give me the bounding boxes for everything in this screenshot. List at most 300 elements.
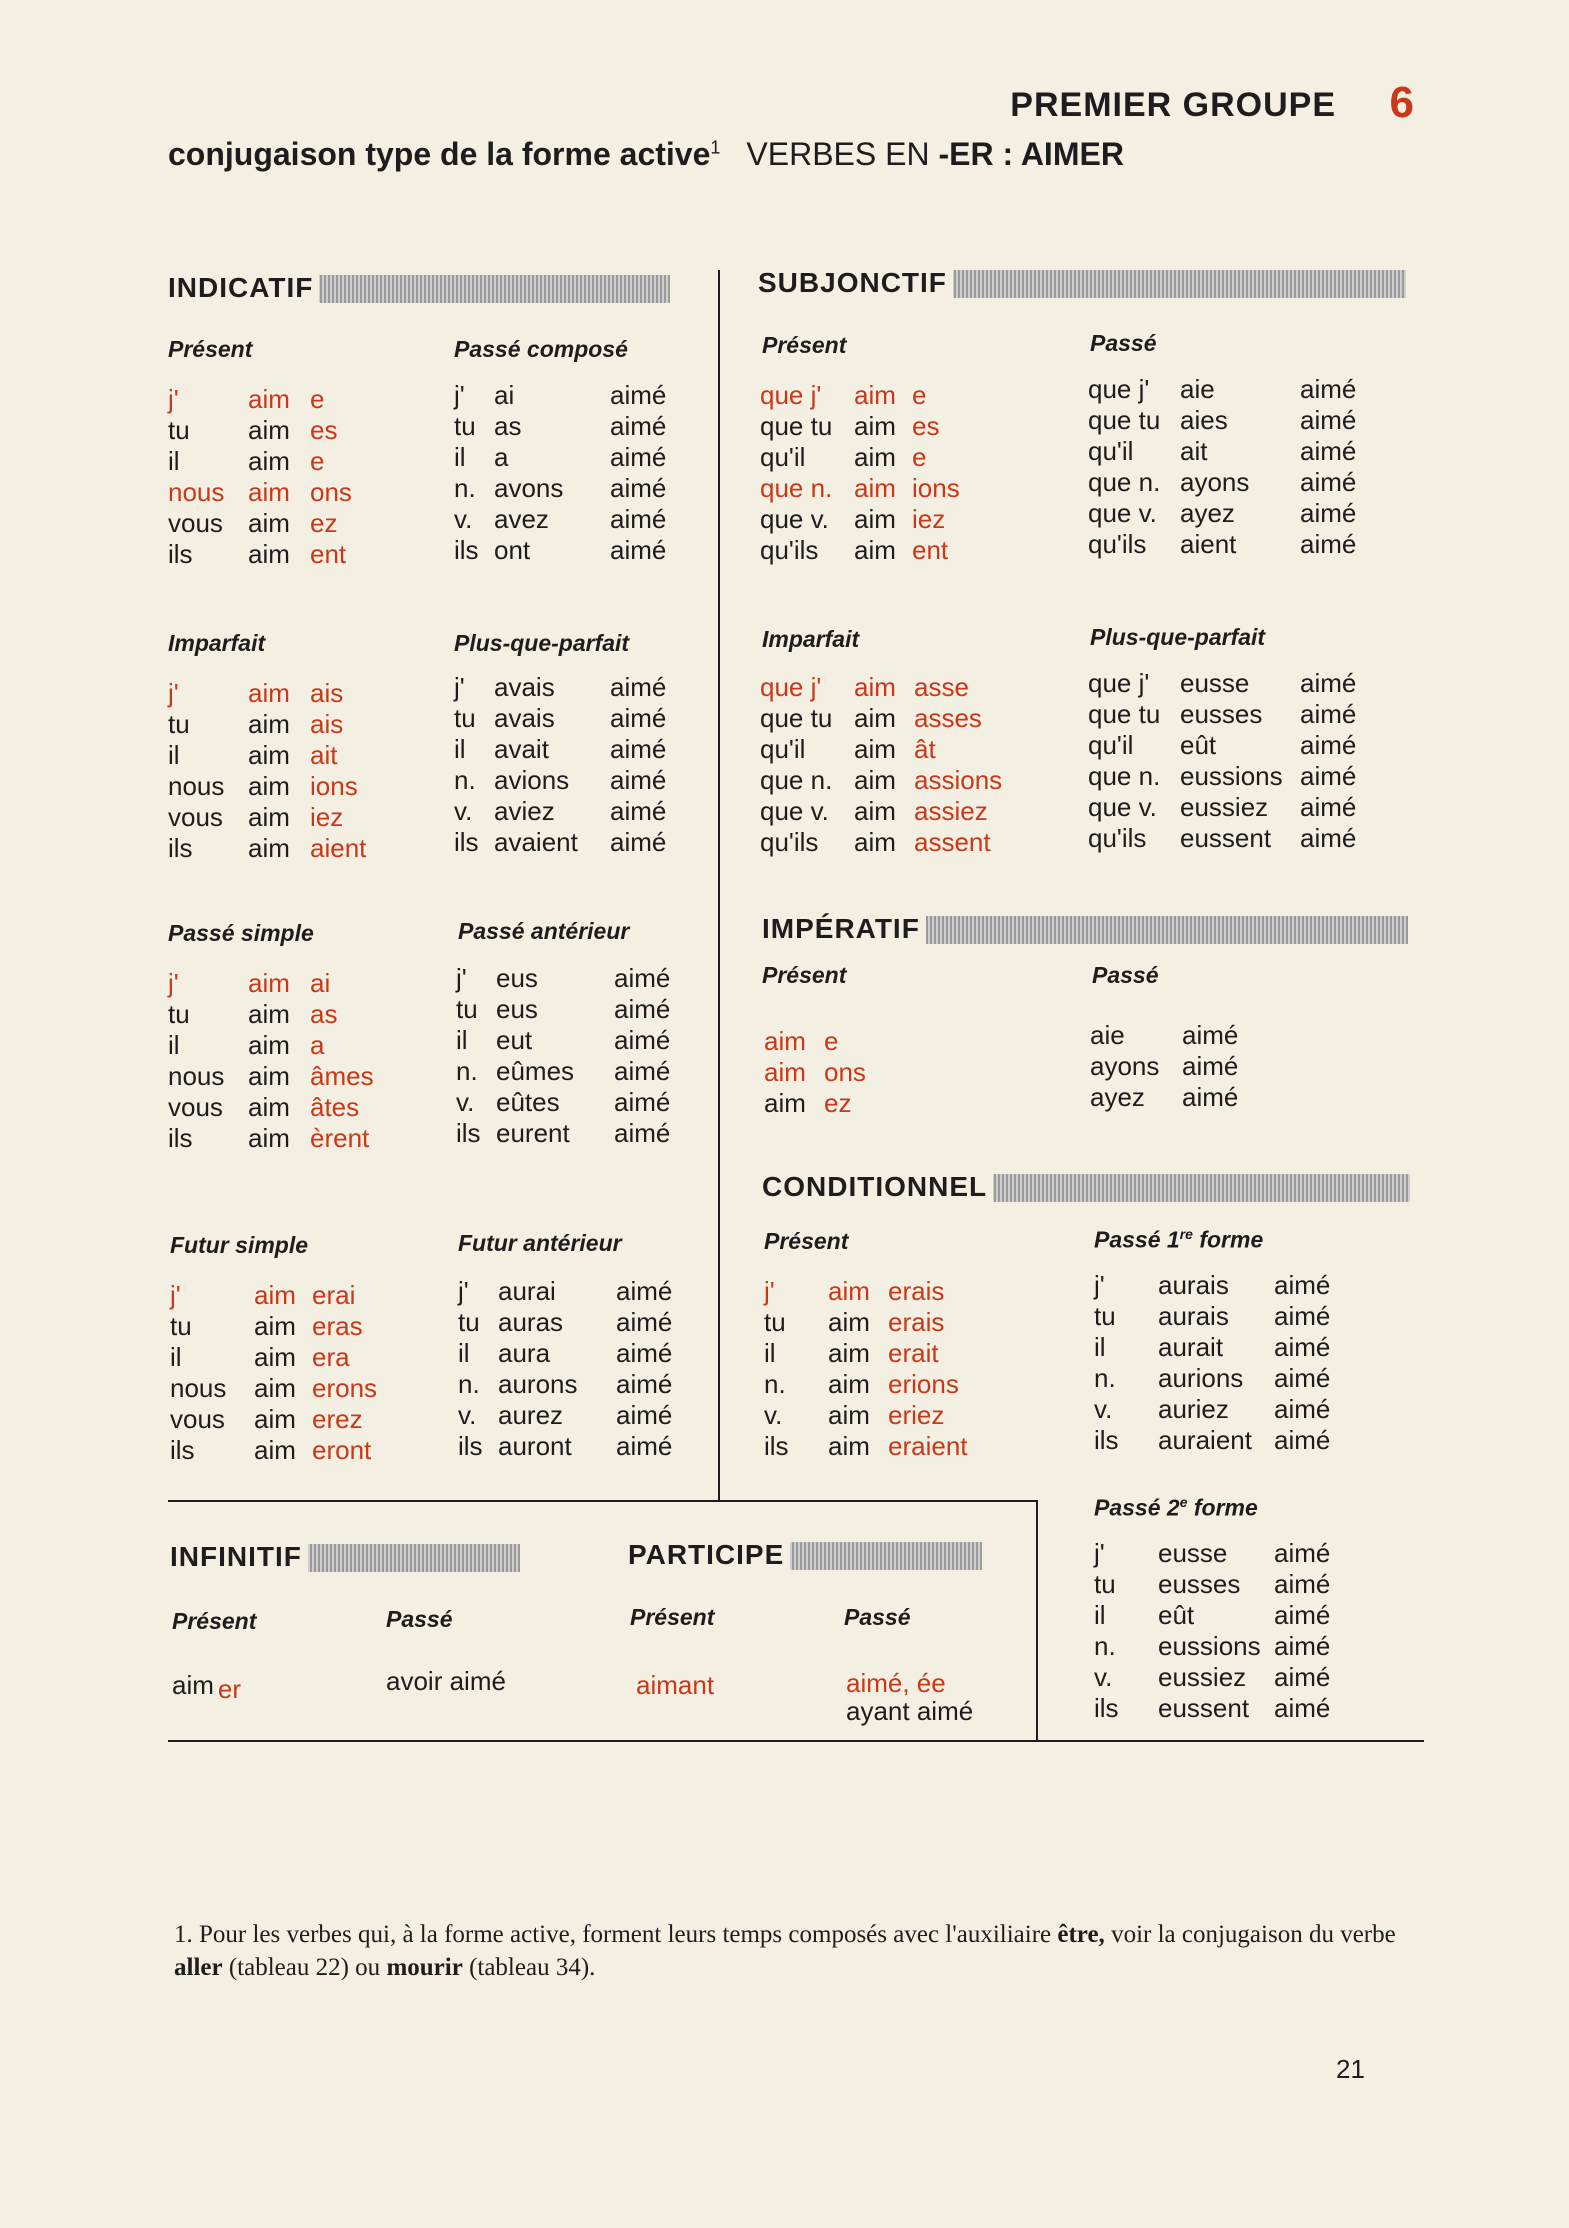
conj-row [760,796,1060,827]
ending: assiez [914,796,988,826]
conj-row [1094,1363,1374,1394]
stem: aim [764,1088,806,1118]
auxiliary: ai [494,380,515,410]
stem: aim [828,1338,870,1368]
conj-row [1094,1301,1374,1332]
pronoun: ils [456,1118,481,1148]
stem: aim [248,446,290,476]
conj-row [1090,1082,1290,1113]
tense-title: Plus-que-parfait [454,630,630,656]
conj-row [456,1118,706,1149]
stem: aim [254,1404,296,1434]
footnote-text: voir la conjugaison du verbe [1104,1921,1396,1948]
pronoun: j' [1094,1270,1105,1300]
conj-row [764,1276,1034,1307]
subtitle-rest-a: VERBES EN [746,136,939,172]
conj-row [458,1276,708,1307]
conj-row [458,1400,708,1431]
ending: erait [888,1338,939,1368]
auxiliary: eussiez [1158,1662,1247,1692]
participle: aimé [1274,1569,1331,1599]
ending: as [310,999,338,1029]
conj-row [168,539,428,570]
ending: erais [888,1307,945,1337]
pronoun: il [170,1342,182,1372]
stem: aim [254,1311,296,1341]
tense-title-end: forme [1192,1226,1264,1253]
auxiliary: aurais [1158,1301,1229,1331]
conj-row [760,827,1060,858]
conj-row [168,709,428,740]
participle: aimé [1300,730,1357,760]
conj-row [1090,1051,1290,1082]
auxiliary: avez [494,504,549,534]
auxiliary: auriez [1158,1394,1229,1424]
pronoun: n. [454,473,476,503]
conj-row [168,740,428,771]
ending: iez [912,504,946,534]
conj-row [760,672,1060,703]
conj-row [760,380,1020,411]
stem: aim [854,442,896,472]
indicatif-imparfait [168,678,428,864]
ending: ent [912,535,949,565]
participle: aimé [1274,1538,1331,1568]
auxiliary: eussions [1158,1631,1261,1661]
participle: aimé [610,442,667,472]
auxiliary: eusse [1180,668,1250,698]
pronoun: il [456,1025,468,1055]
conj-row [454,796,704,827]
auxiliary: avaient [494,827,578,857]
conj-row [1088,529,1388,560]
pronoun: ils [168,539,193,569]
tense-title-end: forme [1187,1494,1258,1521]
pronoun: j' [170,1280,181,1310]
ending: ât [914,734,936,764]
auxiliary: aura [498,1338,551,1368]
auxiliary: eusse [1158,1538,1228,1568]
ending: âtes [310,1092,360,1122]
pronoun: j' [168,678,179,708]
stem: aim [254,1342,296,1372]
participle: aimé [614,1087,671,1117]
participle: aimé [1274,1600,1331,1630]
ending: e [310,384,325,414]
conj-row [764,1400,1034,1431]
conj-row [760,504,1020,535]
conj-row [1088,792,1388,823]
conj-row [458,1307,708,1338]
participle: aimé [610,672,667,702]
pronoun: que v. [760,504,829,534]
pronoun: j' [456,963,467,993]
stem: aim [854,765,896,795]
pronoun: nous [168,1061,225,1091]
tense-title: Imparfait [168,630,266,656]
pronoun: que j' [760,380,822,410]
ending: eront [312,1435,372,1465]
indicatif-futur-anterieur [458,1276,708,1462]
conj-row [170,1280,440,1311]
indicatif-heading: INDICATIF [168,273,319,303]
ending: ais [310,678,344,708]
pronoun: que tu [1088,405,1161,435]
conj-row [168,384,428,415]
stem: aim [248,1092,290,1122]
participle: aimé [1274,1363,1331,1393]
pronoun: ils [170,1435,195,1465]
participle: aimé [614,1118,671,1148]
tense-title-sup: re [1179,1226,1193,1242]
stem: aim [254,1373,296,1403]
participle: aimé [610,411,667,441]
pronoun: nous [168,477,225,507]
indicatif-futur-simple [170,1280,440,1466]
participle: aimé [610,504,667,534]
participle: aimé [1182,1051,1239,1081]
participle: aimé [614,1056,671,1086]
bottom-rule [168,1740,1424,1742]
conj-row [168,446,428,477]
participle: aimé [1300,792,1357,822]
conj-row [760,411,1020,442]
subjonctif-passe [1088,374,1388,560]
pronoun: que j' [1088,374,1150,404]
auxiliary: eût [1180,730,1217,760]
conj-row [170,1342,440,1373]
pronoun: qu'ils [760,827,819,857]
stem: aim [854,672,896,702]
pronoun: il [458,1338,470,1368]
tense-title: Passé [1090,330,1157,356]
pronoun: qu'ils [1088,529,1147,559]
tense-title: Présent [764,1228,849,1254]
stem: aim [254,1435,296,1465]
conj-row [760,765,1060,796]
tense-title: Plus-que-parfait [1090,624,1266,650]
conj-row [1094,1538,1374,1569]
auxiliary: aie [1090,1020,1125,1050]
pronoun: v. [456,1087,475,1117]
conj-row [760,473,1020,504]
ending: ions [310,771,358,801]
ending: erons [312,1373,378,1403]
stem: aim [248,477,290,507]
stem: aim [248,740,290,770]
participle: aimé [1300,405,1357,435]
conj-row [1090,1020,1290,1051]
conj-row [168,1061,428,1092]
conj-row [458,1338,708,1369]
conj-row [168,802,428,833]
auxiliary: aurais [1158,1270,1229,1300]
stem: aim [254,1280,296,1310]
ending: es [912,411,940,441]
pronoun: j' [1094,1538,1105,1568]
conj-row [764,1431,1034,1462]
conj-row [454,734,704,765]
participle: aimé [1274,1332,1331,1362]
participle: aimé [614,994,671,1024]
conj-row [456,1087,706,1118]
pronoun: qu'il [1088,730,1134,760]
conj-row [760,734,1060,765]
tense-title [1094,1494,1258,1522]
auxiliary: eussent [1158,1693,1250,1723]
pronoun: n. [458,1369,480,1399]
footnote-text: 1. Pour les verbes qui, à la forme active, forment leurs temps composés avec l'auxiliaire [174,1921,1058,1948]
tense-title: Futur antérieur [458,1230,622,1256]
pronoun: il [454,442,466,472]
pronoun: j' [168,384,179,414]
auxiliary: ayons [1090,1051,1160,1081]
tense-title: Présent [168,336,253,362]
ending: ez [310,508,338,538]
conj-row [1088,374,1388,405]
pronoun: que j' [760,672,822,702]
pronoun: ils [458,1431,483,1461]
stem: aim [828,1369,870,1399]
subjonctif-present [760,380,1020,566]
auxiliary: ayons [1180,467,1250,497]
participle: aimé [610,765,667,795]
pronoun: que tu [760,411,833,441]
pronoun: ils [168,833,193,863]
participle: aimé [1300,823,1357,853]
conj-row [170,1435,440,1466]
pronoun: que n. [760,473,833,503]
footnote-bold: être, [1057,1921,1105,1948]
auxiliary: avons [494,473,564,503]
page-number: 21 [1336,2054,1365,2084]
conj-row [456,1025,706,1056]
tense-title: Passé simple [168,920,314,946]
stem: aim [248,999,290,1029]
footnote-bold: aller [174,1954,223,1981]
tense-title: Passé antérieur [458,918,630,944]
conj-row [454,703,704,734]
stem: aim [764,1057,806,1087]
pronoun: que n. [1088,761,1161,791]
conj-row [764,1088,964,1119]
footnote-bold: mourir [386,1954,463,1981]
infinitif-present-value [172,1670,242,1704]
column-divider [718,270,720,1500]
infinitif-passe-value: avoir aimé [386,1666,506,1696]
conj-row [1088,823,1388,854]
conj-row [764,1057,964,1088]
stem: aim [828,1400,870,1430]
stem: aim [854,380,896,410]
stem: aim [828,1307,870,1337]
conj-row [168,771,428,802]
pronoun: tu [168,709,190,739]
conj-row [170,1373,440,1404]
ending: era [312,1342,350,1372]
pronoun: tu [454,411,476,441]
conj-row [454,765,704,796]
conj-row [168,678,428,709]
conj-row [454,504,704,535]
conj-row [1088,699,1388,730]
auxiliary: eurent [496,1118,570,1148]
stem: aim [828,1276,870,1306]
stem: aim [828,1431,870,1461]
auxiliary: auraient [1158,1425,1252,1455]
conj-row [1094,1662,1374,1693]
group-title: PREMIER GROUPE [1010,86,1336,124]
pronoun: vous [168,802,223,832]
pronoun: v. [764,1400,783,1430]
table-number: 6 [1389,78,1414,127]
footnote-ref: 1 [710,137,721,158]
ending: assent [914,827,991,857]
conditionnel-heading: CONDITIONNEL [762,1172,993,1202]
conj-row [458,1369,708,1400]
conj-row [1088,668,1388,699]
participle: aimé [1300,761,1357,791]
conj-row [456,963,706,994]
conj-row [454,411,704,442]
stem: aim [248,508,290,538]
pronoun: que tu [1088,699,1161,729]
stem: aim [248,709,290,739]
conj-row [458,1431,708,1462]
ending: e [912,442,927,472]
participle: aimé [1300,498,1357,528]
conj-row [168,508,428,539]
ending: ent [310,539,347,569]
conj-row [168,968,428,999]
pronoun: que n. [1088,467,1161,497]
ending: erai [312,1280,356,1310]
pronoun: ils [764,1431,789,1461]
pronoun: il [168,1030,180,1060]
participe-heading: PARTICIPE [628,1540,790,1570]
subtitle-rest-b: -ER : AIMER [938,136,1124,172]
stem: aim [248,802,290,832]
tense-title: Imparfait [762,626,860,652]
pronoun: j' [458,1276,469,1306]
pronoun: ils [1094,1425,1119,1455]
stem: aim [248,384,290,414]
pronoun: qu'ils [1088,823,1147,853]
pronoun: qu'il [1088,436,1134,466]
auxiliary: aurons [498,1369,578,1399]
tense-title [1094,1226,1263,1254]
tense-title: Passé composé [454,336,628,362]
pronoun: nous [168,771,225,801]
stem: aim [248,1030,290,1060]
participle: aimé [616,1369,673,1399]
participle: aimé [616,1276,673,1306]
conj-row [168,1030,428,1061]
tense-title-main: Passé 2 [1094,1494,1180,1521]
indicatif-plus-que-parfait [454,672,704,858]
auxiliary: auras [498,1307,564,1337]
ending: erais [888,1276,945,1306]
participle: aimé [610,535,667,565]
participle: aimé [1274,1394,1331,1424]
pronoun: nous [170,1373,227,1403]
conj-row [1094,1569,1374,1600]
stem: aim [854,703,896,733]
participe-passe-value: aimé, ée [846,1668,946,1698]
ending: eriez [888,1400,945,1430]
stem: aim [854,473,896,503]
conj-row [1094,1332,1374,1363]
conditionnel-passe-1 [1094,1270,1374,1456]
footnote [174,1918,1424,1984]
pronoun: tu [456,994,478,1024]
tense-title: Passé [1092,962,1159,988]
pronoun: vous [168,1092,223,1122]
auxiliary: ayez [1090,1082,1145,1112]
auxiliary: aies [1180,405,1228,435]
participle: aimé [1274,1270,1331,1300]
pronoun: que v. [1088,792,1157,822]
participle: aimé [616,1400,673,1430]
stem: aim [248,415,290,445]
ending: ai [310,968,331,998]
auxiliary: as [494,411,522,441]
conj-row [1094,1600,1374,1631]
pronoun: tu [168,415,190,445]
conj-row [764,1369,1034,1400]
participle: aimé [1274,1662,1331,1692]
pronoun: v. [454,504,473,534]
auxiliary: aie [1180,374,1215,404]
participle: aimé [610,827,667,857]
stem: aim [764,1026,806,1056]
pronoun: tu [1094,1301,1116,1331]
participle: aimé [616,1431,673,1461]
conj-row [170,1404,440,1435]
auxiliary: eussent [1180,823,1272,853]
ending: èrent [310,1123,370,1153]
auxiliary: eus [496,994,538,1024]
conj-row [764,1026,964,1057]
pronoun: qu'il [760,734,806,764]
subjonctif-plus-que-parfait [1088,668,1388,854]
conj-row [454,672,704,703]
conj-row [168,999,428,1030]
participle: aimé [1300,699,1357,729]
pronoun: tu [458,1307,480,1337]
auxiliary: eussions [1180,761,1283,791]
auxiliary: ait [1180,436,1208,466]
participle: aimé [1300,374,1357,404]
participle: aimé [616,1307,673,1337]
footnote-text: (tableau 34). [462,1954,596,1981]
pronoun: n. [1094,1631,1116,1661]
participle: aimé [1274,1301,1331,1331]
pronoun: n. [764,1369,786,1399]
conj-row [168,1123,428,1154]
auxiliary: avais [494,703,555,733]
ending: ais [310,709,344,739]
tense-title: Présent [762,332,847,358]
ending: asses [914,703,982,733]
conj-row [1088,761,1388,792]
auxiliary: eusses [1158,1569,1241,1599]
participle: aimé [610,380,667,410]
pronoun: tu [168,999,190,1029]
ending: âmes [310,1061,374,1091]
tense-title: Futur simple [170,1232,309,1258]
pronoun: vous [168,508,223,538]
